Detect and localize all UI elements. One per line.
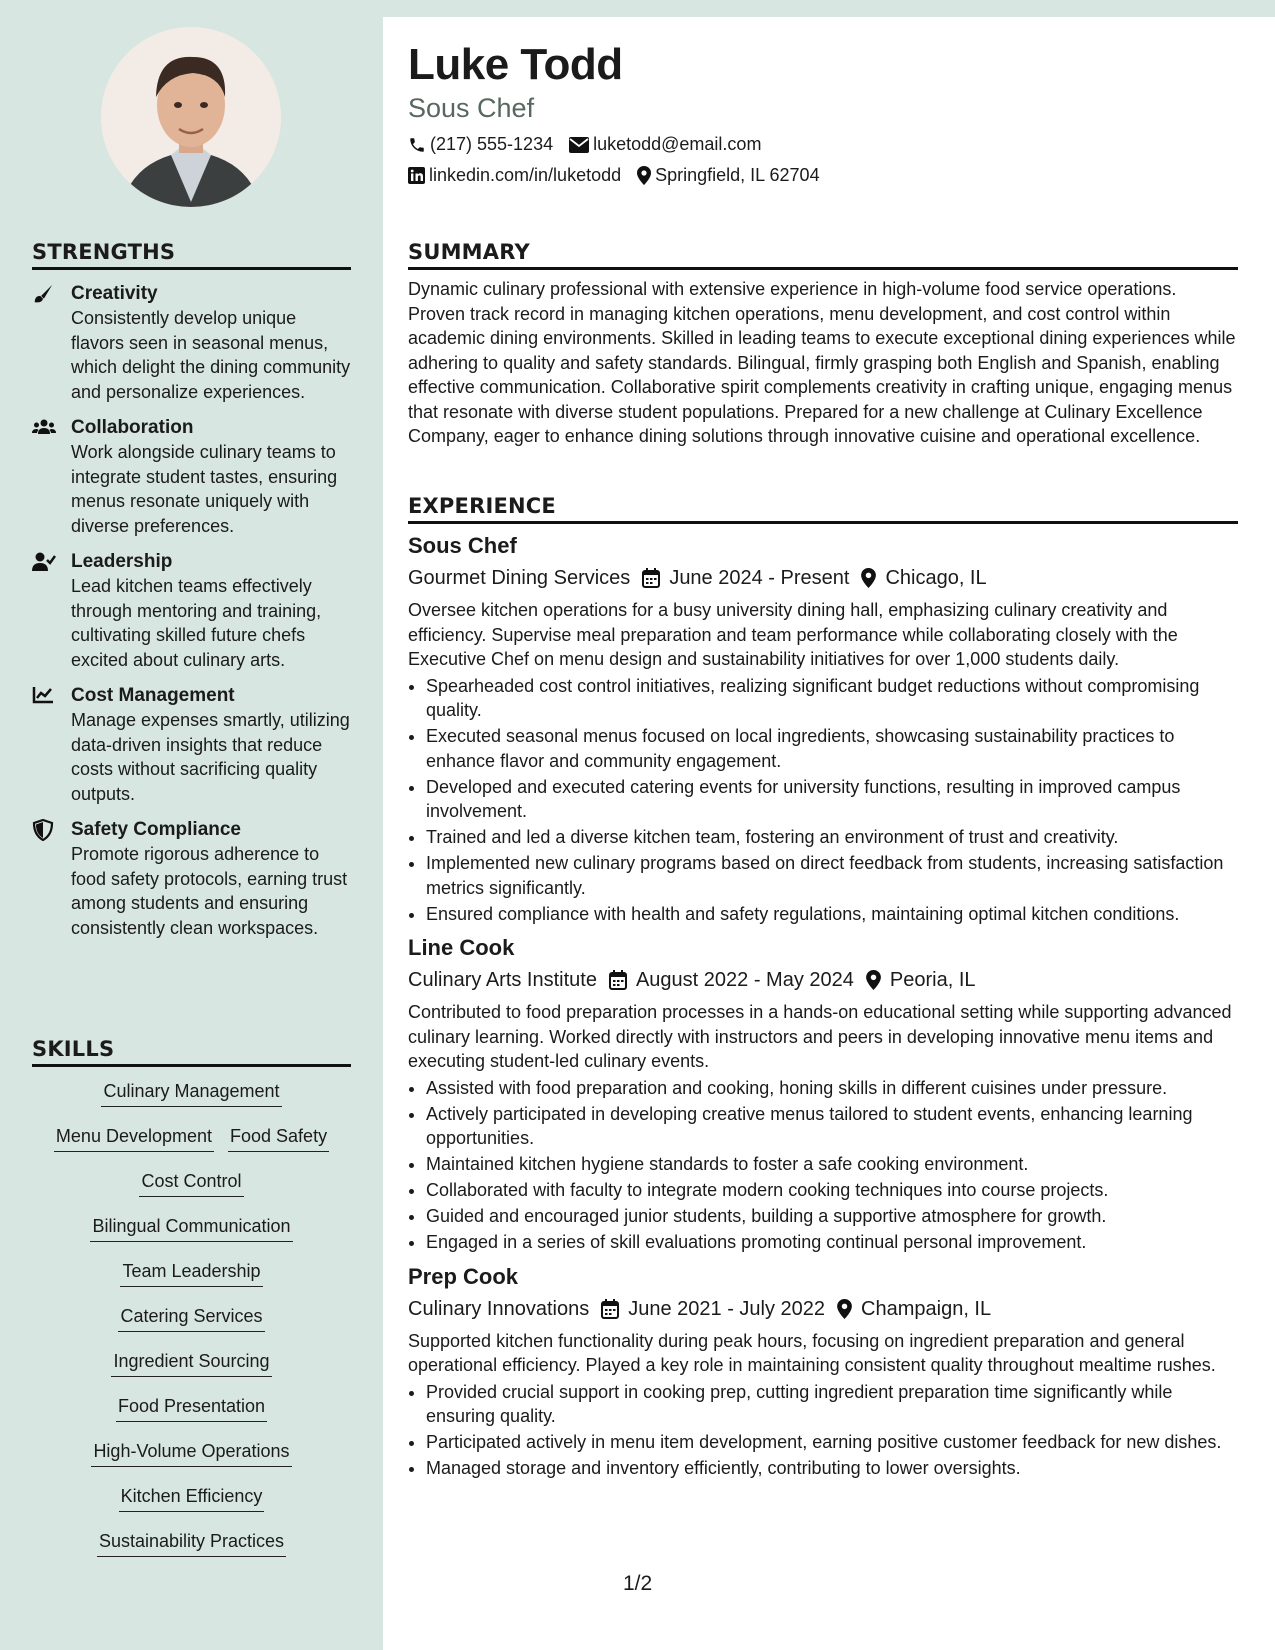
linkedin-text: linkedin.com/in/luketodd <box>429 165 622 185</box>
job-bullet: • Collaborated with faculty to integrate modern cooking techniques into course projects. <box>426 1178 1238 1203</box>
job-meta <box>408 1295 1238 1323</box>
skill-tag: High-Volume Operations <box>91 1439 291 1467</box>
map-pin-icon <box>861 568 876 588</box>
job-bullet: • Guided and encouraged junior students, building a supportive atmosphere for growth. <box>426 1204 1238 1229</box>
job-dates: June 2021 - July 2022 <box>628 1297 826 1320</box>
strength-item <box>32 550 351 672</box>
strength-item <box>32 684 351 806</box>
job-bullet: • Developed and executed catering events for university functions, resulting in improved campus involvement. <box>426 775 1238 824</box>
skill-row <box>32 1304 351 1349</box>
page-number: 1/2 <box>623 1572 653 1595</box>
strength-title: Creativity <box>71 283 158 304</box>
skills-list <box>32 1079 351 1574</box>
linkedin-item <box>408 165 621 186</box>
job-description: Supported kitchen functionality during peak hours, focusing on ingredient preparation and general operational efficiency. Played a key role in maintaining consistent quality throughout mealtime rushes. <box>408 1330 1216 1375</box>
skill-row <box>32 1394 351 1439</box>
job-location: Champaign, IL <box>861 1297 992 1320</box>
skill-tag: Ingredient Sourcing <box>111 1349 271 1377</box>
strength-desc: Manage expenses smartly, utilizing data-driven insights that reduce costs without sacrificing quality outputs. <box>71 710 350 804</box>
job-dates: August 2022 - May 2024 <box>635 969 854 991</box>
map-pin-icon <box>866 970 881 990</box>
job-dates: June 2024 - Present <box>669 567 850 589</box>
jobs-list <box>408 532 1238 1481</box>
strengths-section <box>32 240 351 940</box>
skill-row <box>32 1214 351 1259</box>
skill-tag: Cost Control <box>139 1169 243 1197</box>
location-text: Springfield, IL 62704 <box>655 165 820 185</box>
job-bullet: • Assisted with food preparation and cooking, honing skills in different cuisines under pressure. <box>426 1076 1238 1101</box>
strength-title: Safety Compliance <box>71 819 241 840</box>
linkedin-icon <box>408 167 425 184</box>
skill-row <box>32 1349 351 1394</box>
map-pin-icon <box>637 166 651 185</box>
job-meta <box>408 564 1238 592</box>
job-bullet: • Maintained kitchen hygiene standards to foster a safe cooking environment. <box>426 1152 1238 1177</box>
skill-tag: Sustainability Practices <box>97 1529 286 1557</box>
job-bullet: • Participated actively in menu item development, earning positive customer feedback for new dishes. <box>426 1430 1238 1455</box>
skill-row <box>32 1259 351 1304</box>
job-location: Chicago, IL <box>885 567 987 589</box>
job-company: Culinary Innovations <box>408 1297 590 1320</box>
job-title: Line Cook <box>408 935 515 960</box>
strength-item <box>32 818 351 940</box>
candidate-title: Sous Chef <box>408 93 535 123</box>
job-meta <box>408 966 1238 994</box>
chart-line-icon <box>32 685 56 707</box>
summary-heading: SUMMARY <box>408 240 1238 270</box>
candidate-name: Luke Todd <box>408 40 623 89</box>
job-bullet: • Provided crucial support in cooking prep, cutting ingredient preparation time significantly while ensuring quality. <box>426 1380 1238 1429</box>
brush-icon <box>32 283 56 305</box>
sidebar <box>0 0 383 1650</box>
skill-tag: Kitchen Efficiency <box>119 1484 265 1512</box>
job-bullets <box>408 1076 1238 1255</box>
skill-row <box>32 1484 351 1529</box>
email-text: luketodd@email.com <box>593 134 762 154</box>
skill-row <box>32 1169 351 1214</box>
job-description: Oversee kitchen operations for a busy university dining hall, emphasizing culinary creativity and efficiency. Supervise meal preparation and team performance while collaborating closely with the Executive Chef on menu design and sustainability initiatives for over 1,000 students daily. <box>408 600 1178 669</box>
job-entry <box>408 1263 1238 1481</box>
shield-icon <box>32 819 56 841</box>
strength-desc: Consistently develop unique flavors seen in seasonal menus, which delight the dining community and personalize experiences. <box>71 308 351 402</box>
job-location: Peoria, IL <box>889 969 976 991</box>
job-company: Gourmet Dining Services <box>408 567 631 589</box>
skills-heading: SKILLS <box>32 1037 351 1067</box>
strength-item <box>32 282 351 404</box>
job-bullet: • Trained and led a diverse kitchen team, fostering an environment of trust and creativity. <box>426 825 1238 850</box>
skill-tag: Catering Services <box>118 1304 264 1332</box>
strengths-heading: STRENGTHS <box>32 240 351 270</box>
job-bullets <box>408 1380 1238 1481</box>
job-bullets <box>408 674 1238 927</box>
job-entry <box>408 934 1238 1255</box>
strength-title: Cost Management <box>71 685 235 706</box>
experience-section <box>408 494 1238 1482</box>
phone-text: (217) 555-1234 <box>430 134 554 154</box>
contact-row-1 <box>408 134 777 155</box>
phone-item <box>408 134 553 155</box>
calendar-icon <box>601 1299 619 1319</box>
skill-row <box>32 1529 351 1574</box>
phone-icon <box>408 136 426 154</box>
summary-text: Dynamic culinary professional with extensive experience in high-volume food service operations. Proven track record in managing kitchen operations, menu development, and cost control within academic dining environments. Skilled in leading teams to execute exceptional dining experiences while adhering to quality and safety standards. Bilingual, firmly grasping both English and Spanish, enabling effective communication. Collaborative spirit complements creativity in crafting unique, engaging menus that resonate with diverse student populations. Prepared for a new challenge at Culinary Excellence Company, eager to enhance dining solutions through innovative cuisine and operational excellence. <box>408 279 1236 446</box>
job-description: Contributed to food preparation processes in a hands-on educational setting while supporting advanced culinary learning. Worked directly with instructors and peers in developing innovative menu items and executing student-led culinary events. <box>408 1002 1232 1071</box>
skill-tag: Team Leadership <box>120 1259 262 1287</box>
skill-tag: Bilingual Communication <box>90 1214 292 1242</box>
job-entry <box>408 532 1238 926</box>
job-bullet: • Implemented new culinary programs based on direct feedback from students, increasing satisfaction metrics significantly. <box>426 851 1238 900</box>
users-icon <box>32 417 56 439</box>
calendar-icon <box>642 568 660 588</box>
strength-item <box>32 416 351 538</box>
strength-desc: Promote rigorous adherence to food safety protocols, earning trust among students and ensuring consistently clean workspaces. <box>71 844 348 938</box>
map-pin-icon <box>837 1299 852 1319</box>
job-bullet: • Spearheaded cost control initiatives, realizing significant budget reductions without compromising quality. <box>426 674 1238 723</box>
skill-row <box>32 1079 351 1124</box>
contact-row-2 <box>408 165 836 186</box>
job-bullet: • Executed seasonal menus focused on local ingredients, showcasing sustainability practices to enhance flavor and community engagement. <box>426 724 1238 773</box>
job-company: Culinary Arts Institute <box>408 969 597 991</box>
calendar-icon <box>609 970 627 990</box>
main-content <box>383 17 1275 1650</box>
job-bullet: • Engaged in a series of skill evaluations promoting continual personal improvement. <box>426 1230 1238 1255</box>
experience-heading: EXPERIENCE <box>408 494 1238 524</box>
envelope-icon <box>569 137 589 153</box>
skill-tag: Food Presentation <box>116 1394 267 1422</box>
skill-row <box>32 1124 351 1169</box>
job-title: Sous Chef <box>408 533 517 558</box>
skill-tag: Food Safety <box>228 1124 329 1152</box>
profile-photo <box>101 27 281 207</box>
location-item <box>637 165 819 186</box>
job-bullet: • Actively participated in developing creative menus tailored to student events, enhancing learning opportunities. <box>426 1102 1238 1151</box>
skill-tag: Menu Development <box>54 1124 214 1152</box>
skills-section <box>32 1037 351 1574</box>
strength-desc: Lead kitchen teams effectively through mentoring and training, cultivating skilled future chefs excited about culinary arts. <box>71 576 322 670</box>
strength-title: Collaboration <box>71 417 194 438</box>
email-item <box>569 134 761 155</box>
job-bullet: • Managed storage and inventory efficiently, contributing to lower oversights. <box>426 1456 1238 1481</box>
job-title: Prep Cook <box>408 1263 519 1289</box>
job-bullet: • Ensured compliance with health and safety regulations, maintaining optimal kitchen conditions. <box>426 902 1238 927</box>
strength-desc: Work alongside culinary teams to integrate student tastes, ensuring menus resonate uniquely with diverse preferences. <box>71 442 338 536</box>
strength-title: Leadership <box>71 551 173 572</box>
user-check-icon <box>32 551 56 573</box>
summary-section <box>408 240 1238 449</box>
skill-row <box>32 1439 351 1484</box>
skill-tag: Culinary Management <box>101 1079 281 1107</box>
